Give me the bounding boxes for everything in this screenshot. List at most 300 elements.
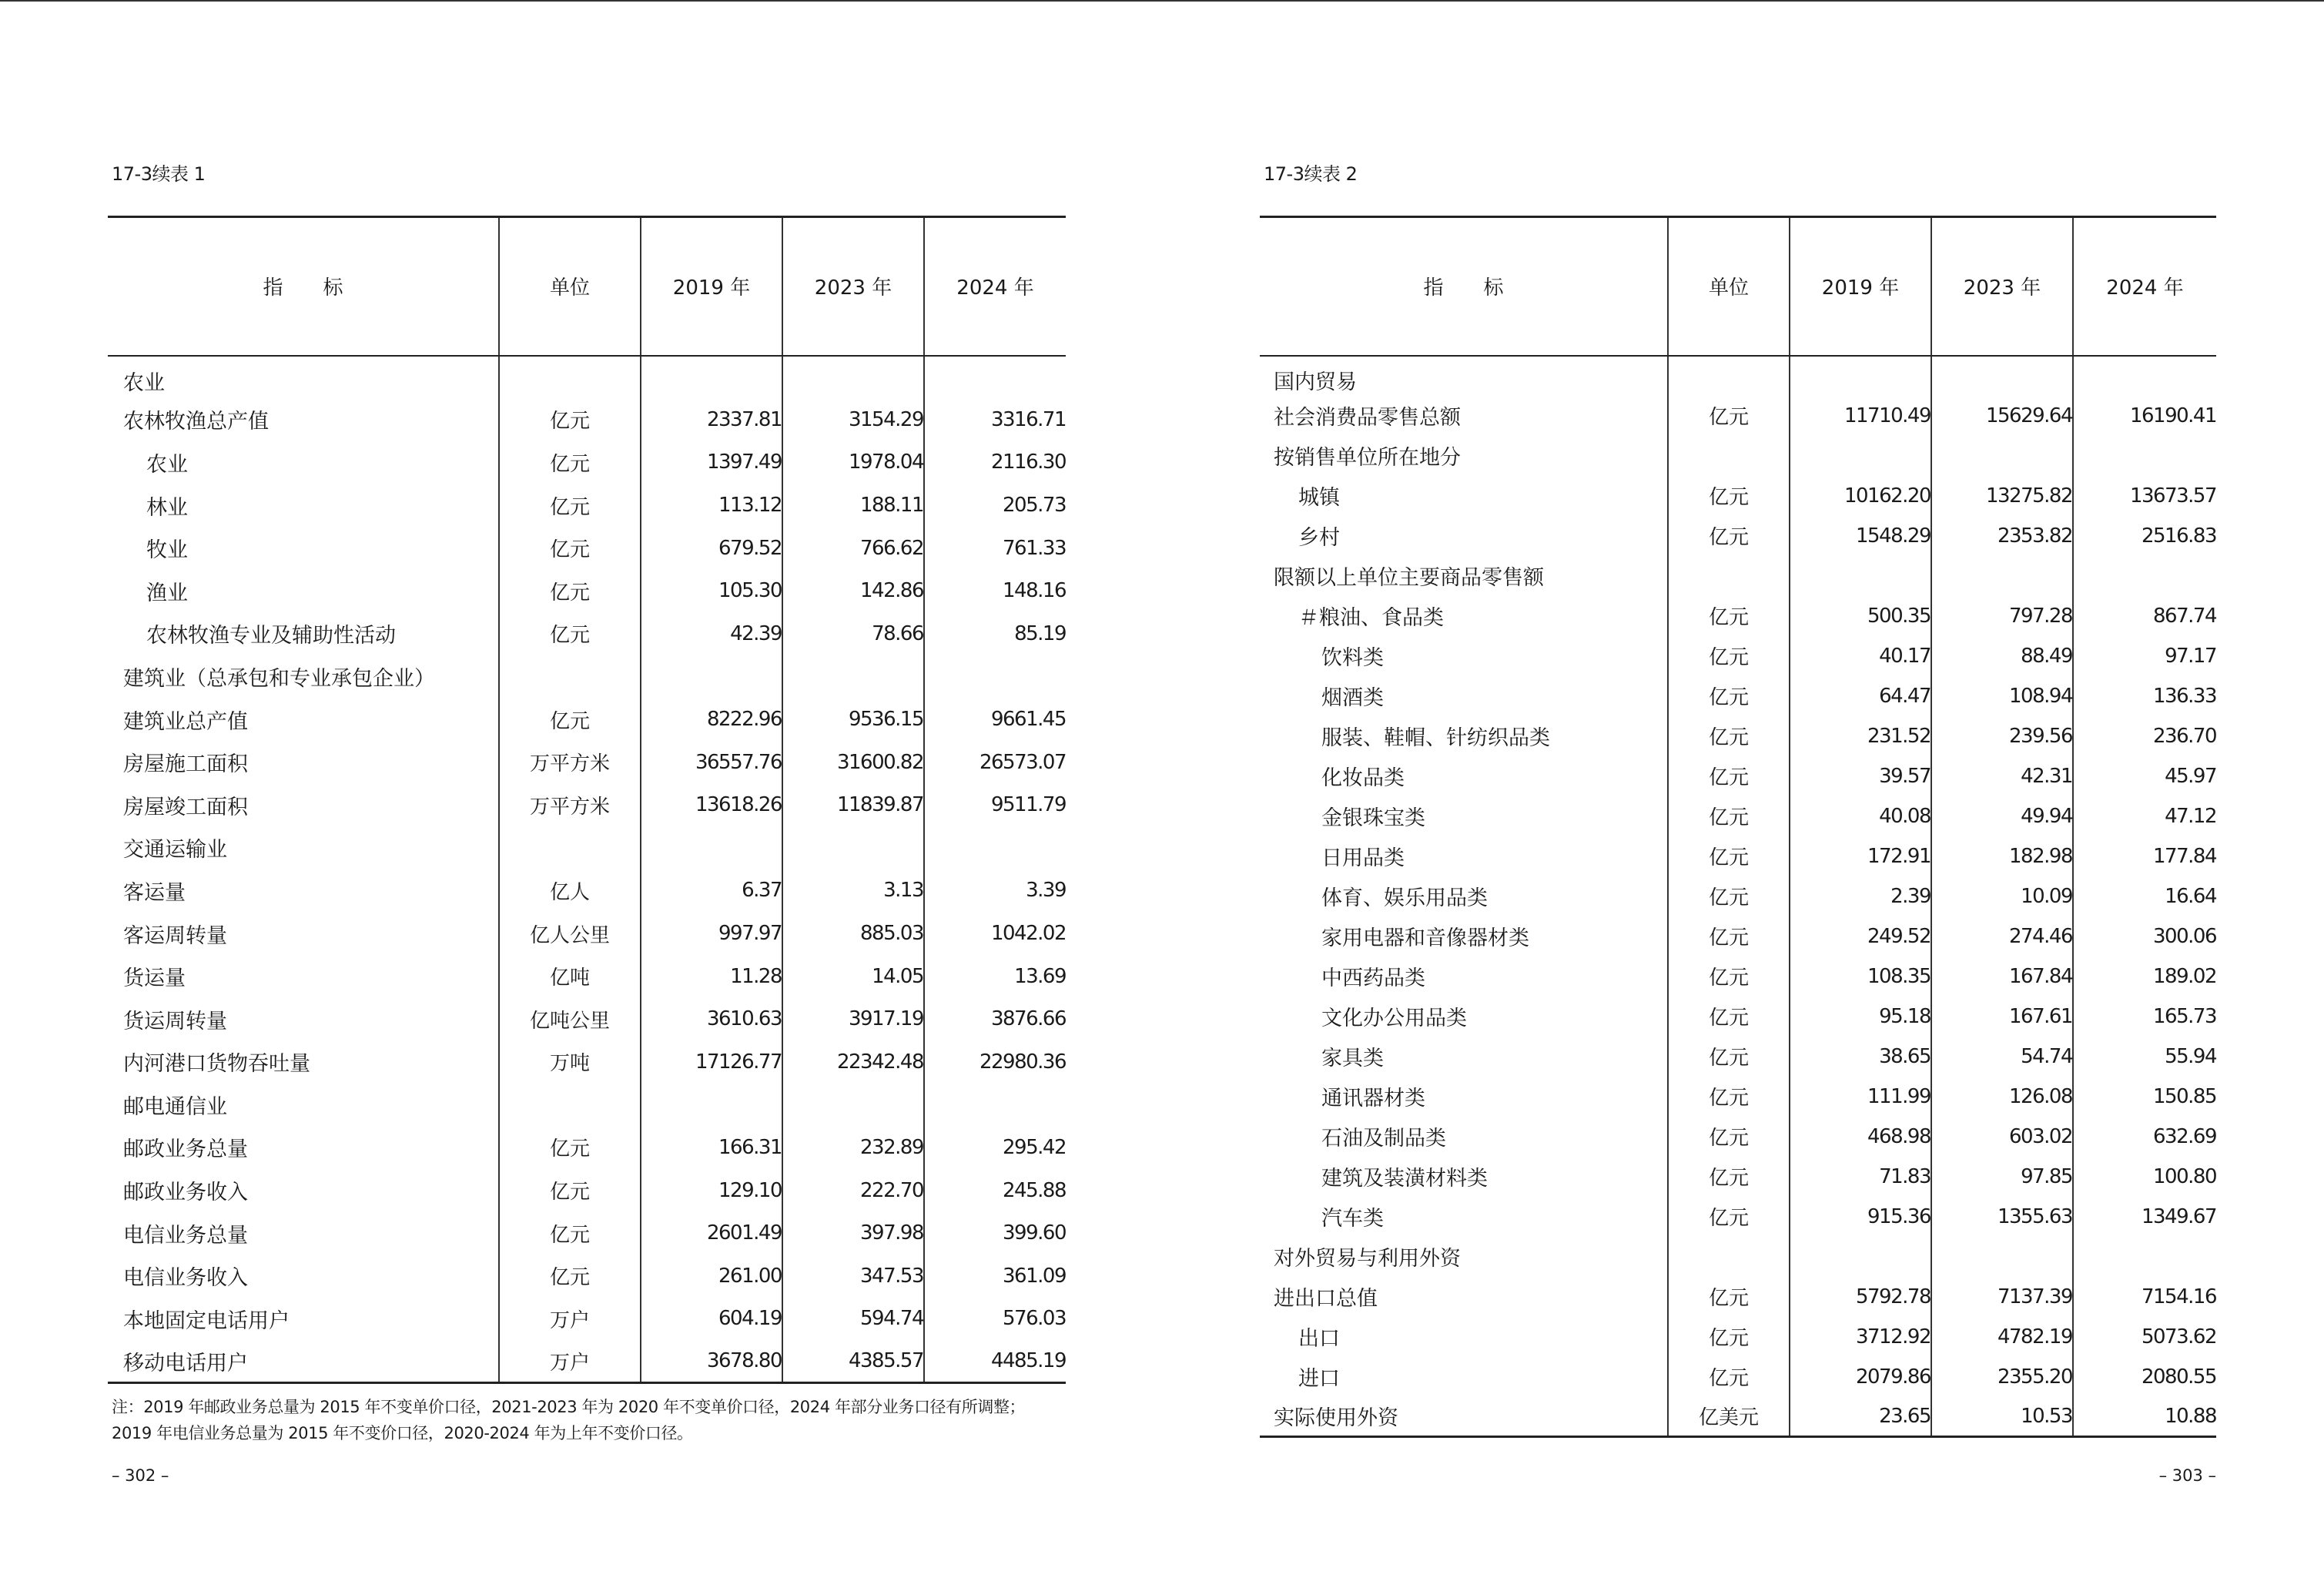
row-unit: 亿元 [1668, 956, 1790, 997]
row-unit: 亿人 [499, 869, 641, 913]
page-number: – 302 – [112, 1466, 169, 1485]
value-2019: 500.35 [1790, 596, 1931, 636]
value-2019 [641, 826, 782, 869]
value-2024 [2073, 556, 2216, 596]
row-label: 金银珠宝类 [1321, 806, 1425, 830]
value-2019: 2337.81 [641, 398, 782, 441]
value-2024: 7154.16 [2073, 1277, 2216, 1317]
header-unit: 单位 [1668, 217, 1790, 356]
value-2024: 55.94 [2073, 1037, 2216, 1077]
table-row [1260, 1317, 2216, 1357]
row-unit [499, 655, 641, 699]
value-2019: 39.57 [1790, 756, 1931, 796]
value-2023: 3154.29 [782, 398, 924, 441]
row-unit: 亿元 [1668, 836, 1790, 876]
row-unit: 亿元 [1668, 676, 1790, 716]
row-unit [499, 1084, 641, 1127]
table-row [108, 955, 1066, 998]
row-unit: 亿元 [1668, 476, 1790, 516]
row-label: 建筑业总产值 [123, 709, 248, 734]
statistics-table [1260, 216, 2216, 1438]
table-row [108, 1169, 1066, 1212]
value-2024: 148.16 [924, 569, 1066, 612]
value-2024: 5073.62 [2073, 1317, 2216, 1357]
row-label: 化妆品类 [1321, 766, 1405, 790]
value-2023: 1978.04 [782, 441, 924, 484]
value-2019: 13618.26 [641, 783, 782, 826]
value-2019: 38.65 [1790, 1037, 1931, 1077]
value-2024: 2516.83 [2073, 516, 2216, 556]
table-row [108, 997, 1066, 1040]
row-label: 进出口总值 [1274, 1287, 1378, 1311]
header-2023: 2023 年 [782, 217, 924, 356]
value-2024: 245.88 [924, 1169, 1066, 1212]
value-2019: 105.30 [641, 569, 782, 612]
table-row [1260, 396, 2216, 436]
value-2019 [1790, 556, 1931, 596]
table-row [108, 569, 1066, 612]
row-label: 中西药品类 [1321, 967, 1425, 990]
row-label: 渔业 [146, 581, 188, 605]
value-2019: 42.39 [641, 612, 782, 655]
value-2019: 64.47 [1790, 676, 1931, 716]
value-2019: 261.00 [641, 1255, 782, 1298]
value-2024: 165.73 [2073, 997, 2216, 1037]
value-2024 [924, 826, 1066, 869]
value-2023: 54.74 [1931, 1037, 2073, 1077]
table-row [1260, 516, 2216, 556]
row-label: 电信业务收入 [123, 1266, 248, 1291]
value-2019: 166.31 [641, 1126, 782, 1169]
row-label: 邮电通信业 [123, 1094, 227, 1119]
value-2023 [1931, 356, 2073, 396]
value-2023 [782, 356, 924, 399]
header-2024: 2024 年 [2073, 217, 2216, 356]
value-2019: 36557.76 [641, 741, 782, 784]
table-row [1260, 1077, 2216, 1117]
row-label: 房屋竣工面积 [123, 795, 248, 819]
right-page [1260, 0, 2216, 1588]
value-2023: 13275.82 [1931, 476, 2073, 516]
value-2023: 142.86 [782, 569, 924, 612]
row-label: 家用电器和音像器材类 [1321, 926, 1529, 950]
table-row [108, 1084, 1066, 1127]
value-2023: 3.13 [782, 869, 924, 913]
table-row [108, 869, 1066, 913]
table-row [1260, 1037, 2216, 1077]
table-row [1260, 356, 2216, 396]
value-2024 [2073, 1237, 2216, 1277]
row-label: 邮政业务收入 [123, 1181, 248, 1205]
row-unit: 亿元 [1668, 1037, 1790, 1077]
value-2019: 997.97 [641, 912, 782, 955]
table-row [108, 783, 1066, 826]
value-2019: 3678.80 [641, 1340, 782, 1383]
row-unit: 亿元 [1668, 997, 1790, 1037]
row-label: 乡村 [1298, 526, 1340, 550]
value-2024: 1349.67 [2073, 1197, 2216, 1237]
row-label: 饮料类 [1321, 646, 1384, 670]
table-row [108, 826, 1066, 869]
row-unit [1668, 356, 1790, 396]
row-label: 体育、娱乐用品类 [1321, 886, 1488, 910]
value-2019: 1548.29 [1790, 516, 1931, 556]
value-2023 [782, 826, 924, 869]
row-label: 内河港口货物吞吐量 [123, 1052, 310, 1077]
table-row [1260, 1357, 2216, 1397]
row-unit: 万吨 [499, 1040, 641, 1084]
value-2019: 17126.77 [641, 1040, 782, 1084]
value-2023 [1931, 436, 2073, 476]
row-unit: 亿元 [499, 527, 641, 570]
value-2024: 100.80 [2073, 1157, 2216, 1197]
value-2019: 2079.86 [1790, 1357, 1931, 1397]
value-2023: 31600.82 [782, 741, 924, 784]
value-2023: 7137.39 [1931, 1277, 2073, 1317]
value-2023: 15629.64 [1931, 396, 2073, 436]
value-2019 [1790, 1237, 1931, 1277]
table-row [1260, 596, 2216, 636]
value-2023: 2355.20 [1931, 1357, 2073, 1397]
table-row [108, 1340, 1066, 1383]
value-2024: 10.88 [2073, 1397, 2216, 1437]
value-2023: 397.98 [782, 1211, 924, 1255]
table-row [108, 741, 1066, 784]
value-2024: 576.03 [924, 1298, 1066, 1341]
row-unit: 亿元 [1668, 396, 1790, 436]
value-2023: 885.03 [782, 912, 924, 955]
value-2019 [641, 1084, 782, 1127]
value-2024: 4485.19 [924, 1340, 1066, 1383]
row-unit: 亿元 [499, 612, 641, 655]
value-2023: 594.74 [782, 1298, 924, 1341]
value-2023: 97.85 [1931, 1157, 2073, 1197]
value-2024: 300.06 [2073, 916, 2216, 956]
value-2019 [1790, 356, 1931, 396]
value-2019: 231.52 [1790, 716, 1931, 756]
value-2023: 232.89 [782, 1126, 924, 1169]
row-unit: 亿元 [1668, 1117, 1790, 1157]
value-2024: 236.70 [2073, 716, 2216, 756]
value-2024: 205.73 [924, 484, 1066, 527]
table-row [1260, 1117, 2216, 1157]
table-row [108, 398, 1066, 441]
value-2023: 347.53 [782, 1255, 924, 1298]
row-label: 货运量 [123, 967, 186, 991]
row-unit [499, 826, 641, 869]
row-unit: 亿吨公里 [499, 997, 641, 1040]
row-unit: 万户 [499, 1340, 641, 1383]
value-2019 [641, 655, 782, 699]
row-label: 汽车类 [1321, 1207, 1384, 1231]
value-2023: 10.09 [1931, 876, 2073, 916]
row-label: 出口 [1298, 1327, 1340, 1351]
value-2024: 361.09 [924, 1255, 1066, 1298]
row-label: 电信业务总量 [123, 1223, 248, 1248]
table-row [1260, 1397, 2216, 1437]
value-2023 [1931, 556, 2073, 596]
row-unit [1668, 436, 1790, 476]
value-2019: 2.39 [1790, 876, 1931, 916]
row-label: 货运周转量 [123, 1009, 227, 1034]
value-2019: 71.83 [1790, 1157, 1931, 1197]
value-2024: 3316.71 [924, 398, 1066, 441]
value-2024: 13673.57 [2073, 476, 2216, 516]
table-row [108, 1126, 1066, 1169]
table-row [108, 1211, 1066, 1255]
value-2019: 40.08 [1790, 796, 1931, 836]
value-2019: 249.52 [1790, 916, 1931, 956]
row-label: 对外贸易与利用外资 [1274, 1247, 1461, 1271]
row-unit: 亿元 [1668, 516, 1790, 556]
row-unit: 亿元 [1668, 1077, 1790, 1117]
row-label: 城镇 [1298, 486, 1340, 510]
row-unit: 亿元 [1668, 1157, 1790, 1197]
value-2023: 88.49 [1931, 636, 2073, 676]
value-2024: 150.85 [2073, 1077, 2216, 1117]
header-indicator: 指 标 [108, 217, 499, 356]
row-unit: 亿元 [1668, 1317, 1790, 1357]
value-2023 [782, 1084, 924, 1127]
value-2019: 6.37 [641, 869, 782, 913]
row-label: 限额以上单位主要商品零售额 [1274, 566, 1544, 590]
row-unit: 万户 [499, 1298, 641, 1341]
row-unit: 亿吨 [499, 955, 641, 998]
table-row [1260, 1157, 2216, 1197]
value-2024: 47.12 [2073, 796, 2216, 836]
row-unit: 亿元 [1668, 756, 1790, 796]
row-label: 烟酒类 [1321, 686, 1384, 710]
value-2023: 42.31 [1931, 756, 2073, 796]
row-label: 交通运输业 [123, 838, 227, 863]
row-unit: 亿元 [499, 484, 641, 527]
header-2019: 2019 年 [641, 217, 782, 356]
statistics-table [108, 216, 1066, 1384]
row-unit: 亿元 [1668, 716, 1790, 756]
row-unit: 亿元 [1668, 1357, 1790, 1397]
row-unit: 亿元 [1668, 596, 1790, 636]
value-2024 [2073, 356, 2216, 396]
row-unit: 亿元 [1668, 876, 1790, 916]
table-caption: 17-3续表 1 [112, 163, 206, 185]
row-label: 牧业 [146, 538, 188, 563]
header-2024: 2024 年 [924, 217, 1066, 356]
value-2023: 167.61 [1931, 997, 2073, 1037]
row-label: 农业 [123, 371, 165, 396]
row-label: 建筑业（总承包和专业承包企业） [123, 666, 435, 691]
value-2024: 3876.66 [924, 997, 1066, 1040]
value-2023: 108.94 [1931, 676, 2073, 716]
row-label: 建筑及装潢材料类 [1321, 1167, 1488, 1191]
value-2024: 9661.45 [924, 698, 1066, 741]
value-2024 [2073, 436, 2216, 476]
value-2023: 11839.87 [782, 783, 924, 826]
value-2019: 2601.49 [641, 1211, 782, 1255]
table-row [108, 655, 1066, 699]
table-row [108, 441, 1066, 484]
table-row [1260, 997, 2216, 1037]
value-2019: 8222.96 [641, 698, 782, 741]
value-2019: 5792.78 [1790, 1277, 1931, 1317]
row-label: 通讯器材类 [1321, 1087, 1425, 1111]
value-2019: 113.12 [641, 484, 782, 527]
value-2023: 167.84 [1931, 956, 2073, 997]
value-2024: 399.60 [924, 1211, 1066, 1255]
table-row [108, 912, 1066, 955]
row-unit: 亿元 [499, 1126, 641, 1169]
table-row [108, 1255, 1066, 1298]
value-2019: 129.10 [641, 1169, 782, 1212]
value-2019 [1790, 436, 1931, 476]
row-label: 石油及制品类 [1321, 1127, 1446, 1151]
row-unit: 亿元 [1668, 1197, 1790, 1237]
row-unit: 亿人公里 [499, 912, 641, 955]
table-row [1260, 1197, 2216, 1237]
row-unit: 亿元 [1668, 796, 1790, 836]
row-label: 文化办公用品类 [1321, 1007, 1467, 1030]
table-row [1260, 636, 2216, 676]
table-row [108, 356, 1066, 399]
value-2023: 1355.63 [1931, 1197, 2073, 1237]
table-row [1260, 756, 2216, 796]
value-2019: 10162.20 [1790, 476, 1931, 516]
row-label: ＃粮油、食品类 [1298, 606, 1444, 630]
row-label: 农业 [146, 452, 188, 477]
value-2023: 14.05 [782, 955, 924, 998]
value-2023: 4385.57 [782, 1340, 924, 1383]
value-2024: 136.33 [2073, 676, 2216, 716]
table-caption: 17-3续表 2 [1264, 163, 1358, 185]
row-label: 林业 [146, 495, 188, 520]
value-2023: 603.02 [1931, 1117, 2073, 1157]
row-label: 国内贸易 [1274, 370, 1357, 394]
value-2023: 274.46 [1931, 916, 2073, 956]
value-2024: 45.97 [2073, 756, 2216, 796]
value-2024: 13.69 [924, 955, 1066, 998]
table-row [108, 698, 1066, 741]
value-2024: 761.33 [924, 527, 1066, 570]
value-2019: 11710.49 [1790, 396, 1931, 436]
value-2023: 22342.48 [782, 1040, 924, 1084]
value-2023: 3917.19 [782, 997, 924, 1040]
value-2019: 23.65 [1790, 1397, 1931, 1437]
row-label: 农林牧渔总产值 [123, 410, 269, 434]
table-row [1260, 556, 2216, 596]
value-2024: 26573.07 [924, 741, 1066, 784]
value-2024: 632.69 [2073, 1117, 2216, 1157]
value-2023: 49.94 [1931, 796, 2073, 836]
table-row [108, 1040, 1066, 1084]
row-label: 社会消费品零售总额 [1274, 406, 1461, 430]
value-2024 [924, 1084, 1066, 1127]
value-2023: 10.53 [1931, 1397, 2073, 1437]
row-unit: 亿美元 [1668, 1397, 1790, 1437]
table-row [108, 484, 1066, 527]
value-2019: 40.17 [1790, 636, 1931, 676]
left-page [108, 0, 1066, 1588]
value-2024: 97.17 [2073, 636, 2216, 676]
row-unit: 亿元 [499, 398, 641, 441]
header-unit: 单位 [499, 217, 641, 356]
row-label: 日用品类 [1321, 846, 1405, 870]
table-row [108, 1298, 1066, 1341]
table-header-row [1260, 217, 2216, 356]
header-2023: 2023 年 [1931, 217, 2073, 356]
value-2019 [641, 356, 782, 399]
table-row [1260, 436, 2216, 476]
value-2019: 679.52 [641, 527, 782, 570]
row-label: 客运量 [123, 880, 186, 905]
value-2023: 222.70 [782, 1169, 924, 1212]
value-2019: 111.99 [1790, 1077, 1931, 1117]
row-unit: 亿元 [499, 441, 641, 484]
footnote-line-2: 2019 年电信业务总量为 2015 年不变价口径，2020-2024 年为上年不变价口径。 [112, 1424, 693, 1442]
row-unit [499, 356, 641, 399]
row-label: 邮政业务总量 [123, 1137, 248, 1162]
value-2019: 915.36 [1790, 1197, 1931, 1237]
value-2019: 172.91 [1790, 836, 1931, 876]
row-unit: 亿元 [1668, 636, 1790, 676]
row-unit: 亿元 [499, 1211, 641, 1255]
value-2019: 604.19 [641, 1298, 782, 1341]
value-2023: 9536.15 [782, 698, 924, 741]
value-2024: 22980.36 [924, 1040, 1066, 1084]
value-2023: 2353.82 [1931, 516, 2073, 556]
value-2019: 108.35 [1790, 956, 1931, 997]
table-header-row [108, 217, 1066, 356]
row-label: 客运周转量 [123, 923, 227, 948]
value-2023: 188.11 [782, 484, 924, 527]
value-2023: 78.66 [782, 612, 924, 655]
table-row [1260, 956, 2216, 997]
value-2024: 2116.30 [924, 441, 1066, 484]
value-2023: 4782.19 [1931, 1317, 2073, 1357]
row-unit: 亿元 [1668, 1277, 1790, 1317]
value-2024: 9511.79 [924, 783, 1066, 826]
table-row [108, 612, 1066, 655]
row-unit: 亿元 [1668, 916, 1790, 956]
value-2023: 766.62 [782, 527, 924, 570]
row-label: 服装、鞋帽、针纺织品类 [1321, 726, 1550, 750]
row-unit: 亿元 [499, 1255, 641, 1298]
table-row [1260, 916, 2216, 956]
row-label: 房屋施工面积 [123, 752, 248, 777]
value-2019: 95.18 [1790, 997, 1931, 1037]
value-2023: 182.98 [1931, 836, 2073, 876]
value-2019: 3610.63 [641, 997, 782, 1040]
header-indicator: 指 标 [1260, 217, 1668, 356]
table-row [108, 527, 1066, 570]
value-2019: 3712.92 [1790, 1317, 1931, 1357]
table-row [1260, 676, 2216, 716]
row-label: 本地固定电话用户 [123, 1308, 290, 1333]
table-footnote [112, 1394, 1067, 1446]
row-unit: 亿元 [499, 1169, 641, 1212]
row-label: 按销售单位所在地分 [1274, 446, 1461, 470]
table-row [1260, 716, 2216, 756]
value-2024: 295.42 [924, 1126, 1066, 1169]
value-2023: 797.28 [1931, 596, 2073, 636]
table-row [1260, 476, 2216, 516]
table-row [1260, 1237, 2216, 1277]
value-2023 [782, 655, 924, 699]
value-2024: 16.64 [2073, 876, 2216, 916]
row-unit: 万平方米 [499, 741, 641, 784]
value-2024: 2080.55 [2073, 1357, 2216, 1397]
table-row [1260, 796, 2216, 836]
value-2019: 468.98 [1790, 1117, 1931, 1157]
value-2019: 11.28 [641, 955, 782, 998]
